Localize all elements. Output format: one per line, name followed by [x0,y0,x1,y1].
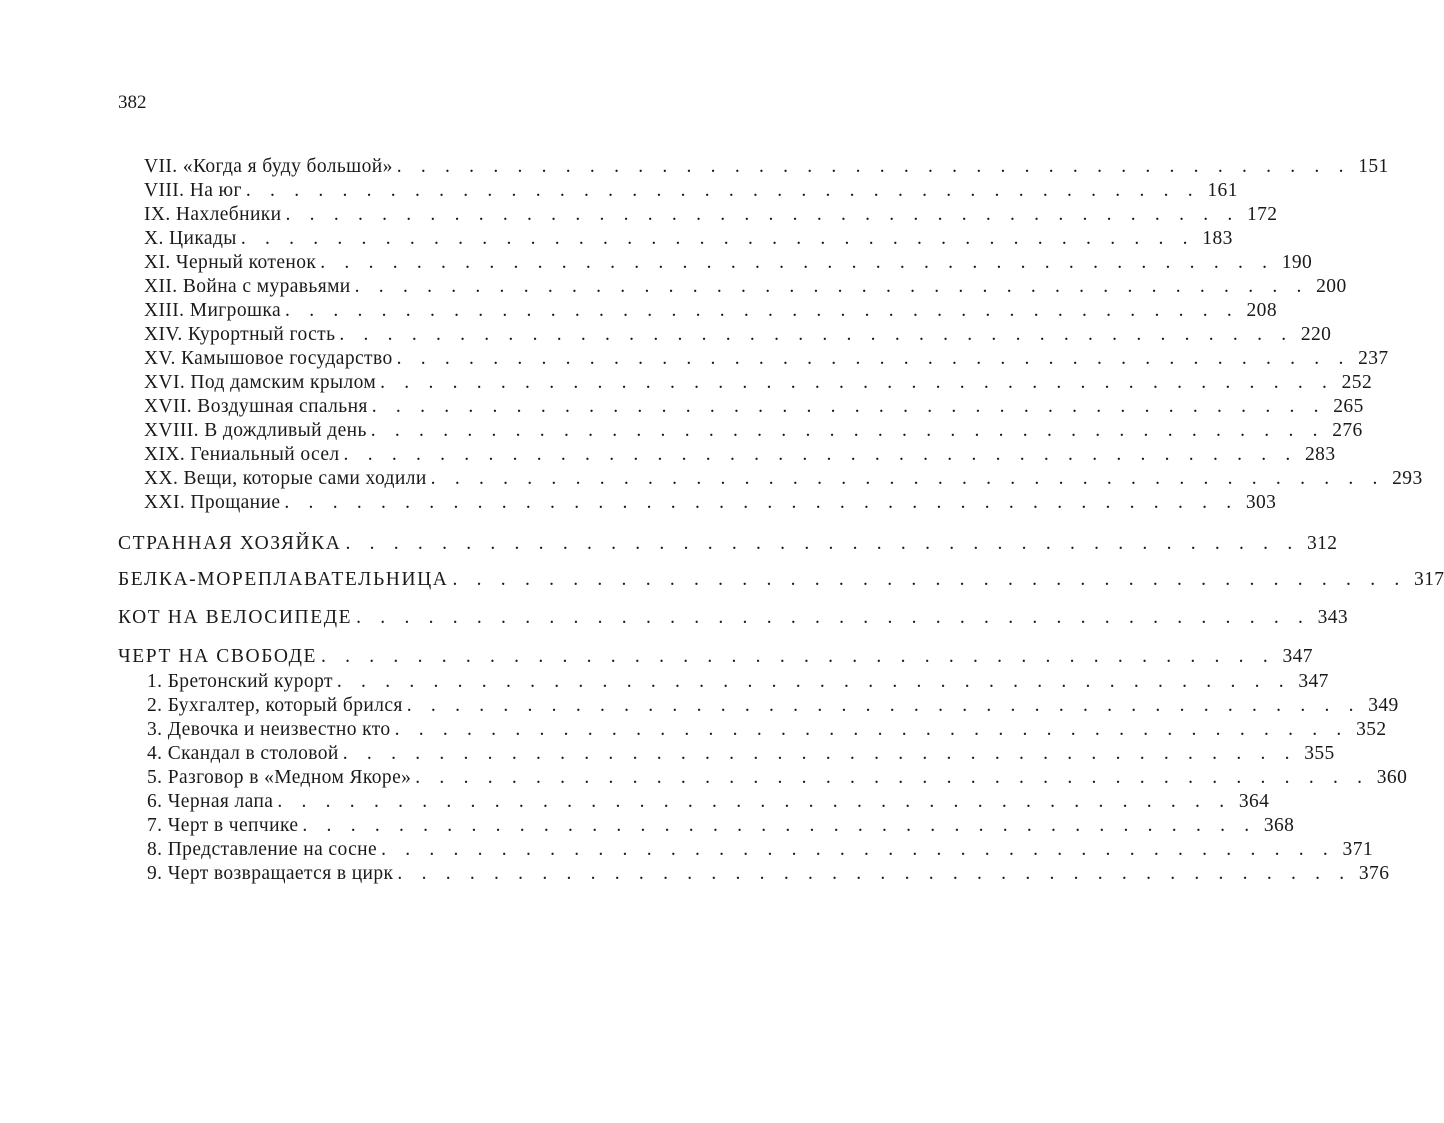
toc-entry[interactable] [144,491,1277,515]
toc-work-title: СТРАННАЯ ХОЗЯЙКА [118,533,342,554]
dot-leader: . . . . . . . . . . . . . . . . . . . . . . . . . . . . . . . . . . . . . . . . [452,569,1407,590]
toc-entry-page: 371 [1342,839,1373,860]
toc-entry-page: 360 [1376,767,1408,788]
toc-entry[interactable] [144,347,1389,371]
dot-leader: . . . . . . . . . . . . . . . . . . . . . . . . . . . . . . . . . . . . . . . . [277,791,1232,812]
toc-entry[interactable] [144,467,1423,491]
toc-work-entry[interactable] [118,606,1349,630]
toc-entry[interactable] [147,862,1390,886]
dot-leader: . . . . . . . . . . . . . . . . . . . . . . . . . . . . . . . . . . . . . . . . [339,324,1294,345]
toc-entry[interactable] [144,419,1363,443]
dot-leader: . . . . . . . . . . . . . . . . . . . . . . . . . . . . . . . . . . . . . . . . [396,156,1351,177]
toc-work-title: ЧЕРТ НА СВОБОДЕ [118,646,317,667]
dot-leader: . . . . . . . . . . . . . . . . . . . . . . . . . . . . . . . . . . . . . . . . [342,743,1297,764]
toc-entry-page: 364 [1238,791,1270,812]
toc-entry[interactable] [147,814,1295,838]
toc-entry-page: 265 [1333,396,1364,417]
dot-leader: . . . . . . . . . . . . . . . . . . . . . . . . . . . . . . . . . . . . . . . . [430,468,1385,489]
toc-entry-title: 3. Девочка и неизвестно кто [147,719,391,740]
toc-entry-page: 151 [1358,156,1389,177]
toc-work-title: БЕЛКА-МОРЕПЛАВАТЕЛЬНИЦА [118,569,449,590]
dot-leader: . . . . . . . . . . . . . . . . . . . . . . . . . . . . . . . . . . . . . . . . [371,396,1326,417]
toc-entry-page: 252 [1341,372,1373,393]
toc-entry[interactable] [144,323,1332,347]
toc-entry-title: VIII. На юг [144,180,242,201]
dot-leader: . . . . . . . . . . . . . . . . . . . . . . . . . . . . . . . . . . . . . . . . [320,646,1275,667]
dot-leader: . . . . . . . . . . . . . . . . . . . . . . . . . . . . . . . . . . . . . . . . [284,492,1239,513]
dot-leader: . . . . . . . . . . . . . . . . . . . . . . . . . . . . . . . . . . . . . . . . [285,300,1239,321]
toc-entry-title: 6. Черная лапа [147,791,274,812]
dot-leader: . . . . . . . . . . . . . . . . . . . . . . . . . . . . . . . . . . . . . . . . [381,839,1335,860]
toc-entry-page: 347 [1298,671,1329,692]
dot-leader: . . . . . . . . . . . . . . . . . . . . . . . . . . . . . . . . . . . . . . . . [356,607,1311,628]
toc-entry[interactable] [144,443,1336,467]
toc-entry-title: XV. Камышовое государство [144,348,393,369]
toc-entry-page: 355 [1304,743,1335,764]
toc-entry[interactable] [144,395,1364,419]
toc-work-page: 343 [1317,607,1349,628]
toc-entry-page: 200 [1316,276,1347,297]
toc-entry-title: IX. Нахлебники [144,204,282,225]
toc-entry-page: 303 [1245,492,1277,513]
toc-entry-title: X. Цикады [144,228,237,249]
toc-entry[interactable] [147,670,1329,694]
toc-entry-title: XI. Черный котенок [144,252,317,273]
toc-entry-title: XIV. Курортный гость [144,324,336,345]
toc-work-page: 312 [1306,533,1338,554]
toc-entry-page: 161 [1207,180,1238,201]
toc-entry-title: XIII. Мигрошка [144,300,282,321]
dot-leader: . . . . . . . . . . . . . . . . . . . . . . . . . . . . . . . . . . . . . . . . [380,372,1335,393]
dot-leader: . . . . . . . . . . . . . . . . . . . . . . . . . . . . . . . . . . . . . . . . [285,204,1240,225]
toc-work-page: 347 [1282,646,1313,667]
dot-leader: . . . . . . . . . . . . . . . . . . . . . . . . . . . . . . . . . . . . . . . . [245,180,1200,201]
dot-leader: . . . . . . . . . . . . . . . . . . . . . . . . . . . . . . . . . . . . . . . . [397,863,1352,884]
dot-leader: . . . . . . . . . . . . . . . . . . . . . . . . . . . . . . . . . . . . . . . . [345,533,1300,554]
toc-entry[interactable] [144,227,1233,251]
toc-entry-page: 368 [1263,815,1295,836]
toc-entry-title: XVI. Под дамским крылом [144,372,377,393]
page-number: 382 [118,92,147,113]
dot-leader: . . . . . . . . . . . . . . . . . . . . . . . . . . . . . . . . . . . . . . . . [370,420,1325,441]
dot-leader: . . . . . . . . . . . . . . . . . . . . . . . . . . . . . . . . . . . . . . . . [396,348,1351,369]
dot-leader: . . . . . . . . . . . . . . . . . . . . . . . . . . . . . . . . . . . . . . . . [336,671,1291,692]
toc-entry-title: 2. Бухгалтер, который брился [147,695,403,716]
toc-entry-title: 9. Черт возвращается в цирк [147,863,394,884]
toc-entry-title: 8. Представление на сосне [147,839,378,860]
toc-entry-title: XX. Вещи, которые сами ходили [144,468,427,489]
toc-entry[interactable] [147,838,1373,862]
toc-entry[interactable] [144,203,1278,227]
toc-entry-page: 190 [1281,252,1313,273]
dot-leader: . . . . . . . . . . . . . . . . . . . . . . . . . . . . . . . . . . . . . . . . [302,815,1257,836]
toc-entry-title: XII. Война с муравьями [144,276,351,297]
toc-entry-title: 1. Бретонский курорт [147,671,333,692]
toc-entry-page: 352 [1356,719,1387,740]
toc-entry[interactable] [144,275,1347,299]
toc-work-title: КОТ НА ВЕЛОСИПЕДЕ [118,607,353,628]
toc-entry-page: 283 [1305,444,1336,465]
toc-entry-page: 220 [1300,324,1332,345]
dot-leader: . . . . . . . . . . . . . . . . . . . . . . . . . . . . . . . . . . . . . . . . [406,695,1361,716]
toc-entry-page: 237 [1358,348,1389,369]
toc-entry-page: 183 [1202,228,1233,249]
toc-entry-title: VII. «Когда я буду большой» [144,156,393,177]
toc-entry-page: 349 [1368,695,1399,716]
dot-leader: . . . . . . . . . . . . . . . . . . . . . . . . . . . . . . . . . . . . . . . . [354,276,1309,297]
toc-entry-page: 293 [1392,468,1423,489]
dot-leader: . . . . . . . . . . . . . . . . . . . . . . . . . . . . . . . . . . . . . . . . [240,228,1195,249]
dot-leader: . . . . . . . . . . . . . . . . . . . . . . . . . . . . . . . . . . . . . . . . [415,767,1370,788]
toc-entry-title: 4. Скандал в столовой [147,743,339,764]
toc-entry-title: 7. Черт в чепчике [147,815,299,836]
toc-entry-title: XIX. Гениальный осел [144,444,340,465]
toc-entry-page: 276 [1332,420,1363,441]
toc-entry[interactable] [147,718,1387,742]
toc-work-entry[interactable] [118,645,1313,669]
toc-entry-page: 208 [1246,300,1277,321]
toc-entry[interactable] [147,790,1270,814]
toc-entry-title: XXI. Прощание [144,492,281,513]
toc-work-entry[interactable] [118,568,1444,592]
toc-entry[interactable] [147,694,1399,718]
toc-entry[interactable] [144,251,1313,275]
toc-entry-title: 5. Разговор в «Медном Якоре» [147,767,412,788]
toc-entry[interactable] [144,299,1277,323]
dot-leader: . . . . . . . . . . . . . . . . . . . . . . . . . . . . . . . . . . . . . . . . [320,252,1275,273]
toc-work-page: 317 [1413,569,1444,590]
toc-entry[interactable] [144,155,1389,179]
toc-entry-title: XVII. Воздушная спальня [144,396,368,417]
toc-entry[interactable] [147,742,1335,766]
toc-entry[interactable] [147,766,1408,790]
toc-entry-page: 376 [1358,863,1390,884]
toc-entry[interactable] [144,371,1373,395]
toc-entry-page: 172 [1247,204,1278,225]
toc-entry-title: XVIII. В дождливый день [144,420,367,441]
dot-leader: . . . . . . . . . . . . . . . . . . . . . . . . . . . . . . . . . . . . . . . . [394,719,1349,740]
dot-leader: . . . . . . . . . . . . . . . . . . . . . . . . . . . . . . . . . . . . . . . . [343,444,1298,465]
toc-entry[interactable] [144,179,1238,203]
toc-work-entry[interactable] [118,532,1338,556]
